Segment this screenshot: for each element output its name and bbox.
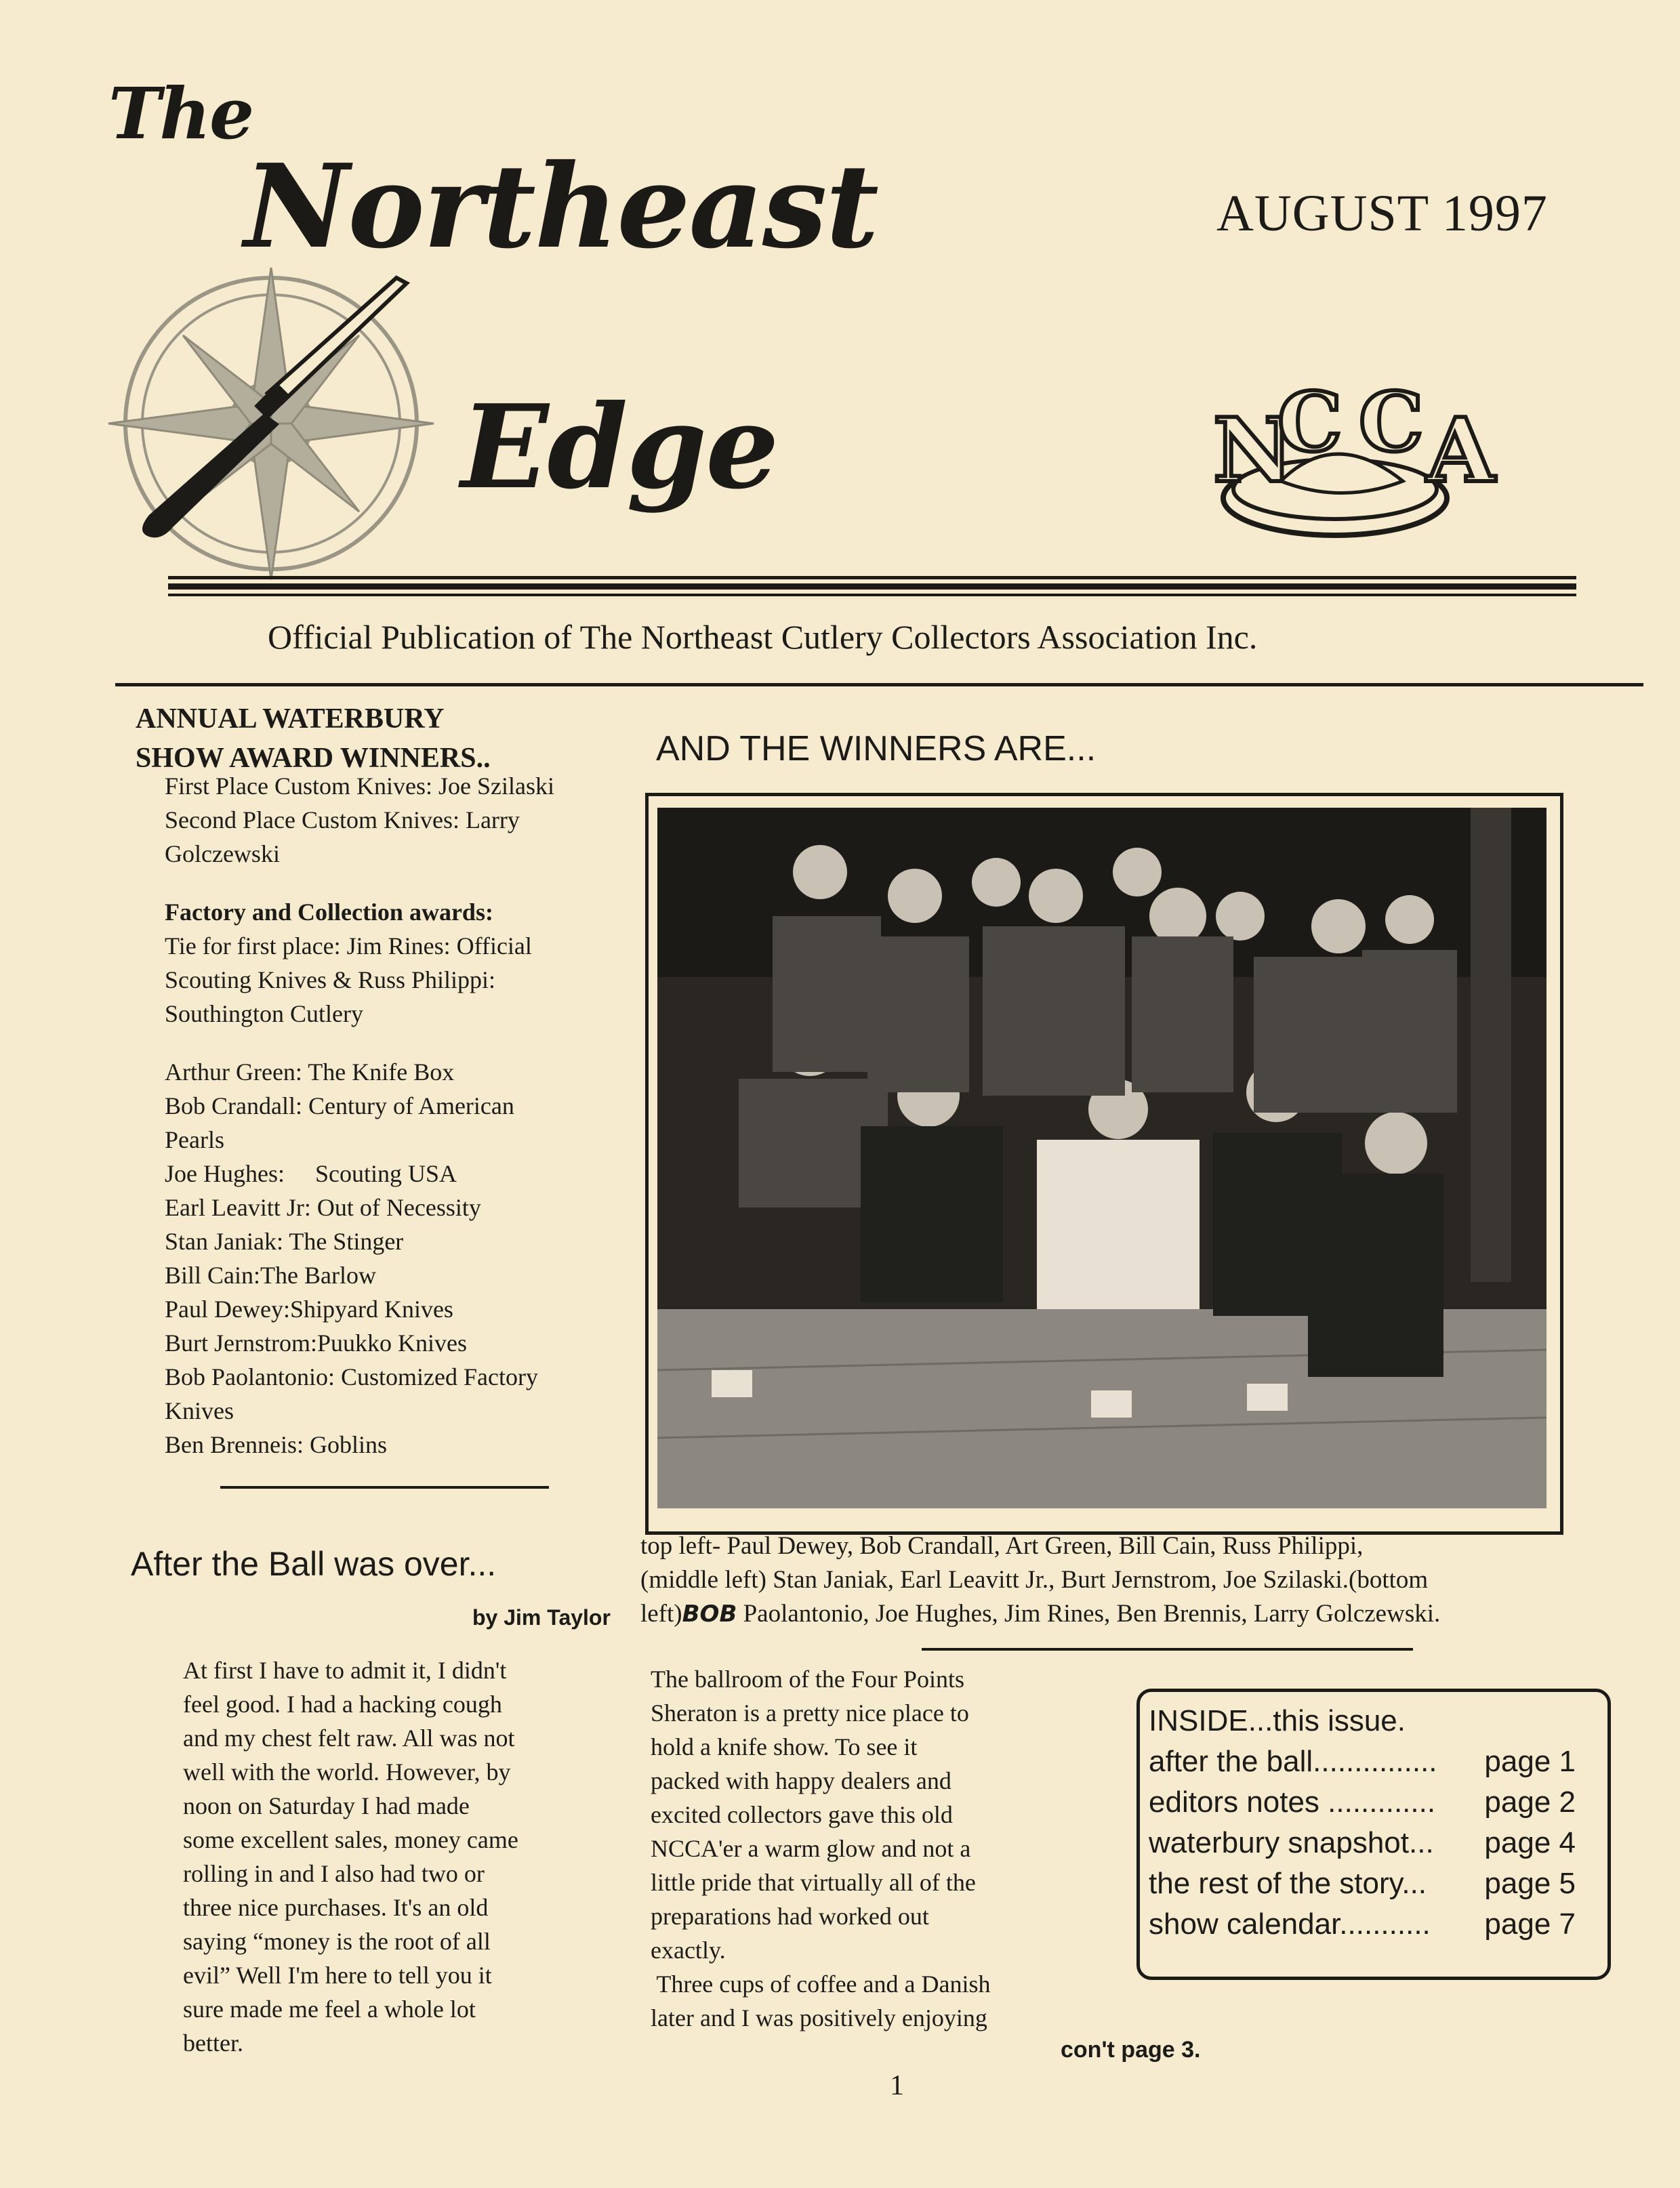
award-item: Burt Jernstrom:Puukko Knives — [165, 1329, 467, 1357]
award-item: Second Place Custom Knives: Larry — [165, 806, 520, 833]
toc-item-after-the-ball[interactable] — [1149, 1741, 1576, 1782]
awards-custom-list — [165, 769, 639, 1462]
article-line: later and I was positively enjoying — [651, 2004, 987, 2031]
awards-heading-line1: ANNUAL WATERBURY — [136, 703, 445, 735]
article-line: excited collectors gave this old — [651, 1801, 953, 1828]
article-line: exactly. — [651, 1937, 726, 1964]
toc-label: editors notes ............. — [1149, 1786, 1436, 1819]
article-line: preparations had worked out — [651, 1903, 929, 1930]
award-item: Stan Janiak: The Stinger — [165, 1228, 404, 1255]
group-photo-image — [657, 808, 1546, 1508]
publication-subtitle: Official Publication of The Northeast Cutlery Collectors Association Inc. — [268, 618, 1258, 656]
article-line: feel good. I had a hacking cough — [183, 1691, 502, 1718]
caption-line: (middle left) Stan Janiak, Earl Leavitt Jr., Burt Jernstrom, Joe Szilaski.(bottom — [640, 1566, 1429, 1594]
article-title: After the Ball was over... — [131, 1545, 497, 1583]
factory-heading: Factory and Collection awards: — [165, 899, 493, 926]
article-line: better. — [183, 2029, 243, 2057]
issue-date: AUGUST 1997 — [1216, 185, 1548, 242]
article-line: and my chest felt raw. All was not — [183, 1725, 515, 1752]
article-line: NCCA'er a warm glow and not a — [651, 1835, 971, 1862]
caption-line: left) — [640, 1600, 682, 1628]
toc-page: page 1 — [1484, 1745, 1576, 1778]
award-item: Arthur Green: The Knife Box — [165, 1058, 455, 1086]
winners-photo — [657, 808, 1546, 1508]
toc-page: page 2 — [1484, 1786, 1576, 1819]
award-item: Joe Hughes: Scouting USA — [165, 1160, 457, 1187]
toc-item-editors-notes[interactable] — [1149, 1782, 1576, 1823]
award-item: Bob Paolantonio: Customized Factory — [165, 1363, 538, 1390]
caption-rule — [922, 1648, 1413, 1651]
masthead-the: The — [108, 72, 253, 155]
article-line: At first I have to admit it, I didn't — [183, 1657, 507, 1684]
award-item: Knives — [165, 1397, 234, 1424]
subtitle-rule — [115, 683, 1643, 686]
winners-heading: AND THE WINNERS ARE... — [656, 729, 1097, 768]
handwritten-bob: BOB — [682, 1601, 737, 1628]
masthead-rule-top — [168, 576, 1576, 579]
knife-icon — [129, 271, 413, 556]
toc-item-rest-of-the-story[interactable] — [1149, 1863, 1576, 1904]
award-item: Ben Brenneis: Goblins — [165, 1431, 387, 1458]
toc-label: the rest of the story... — [1149, 1867, 1427, 1900]
page-number: 1 — [890, 2070, 904, 2101]
caption-line-3 — [640, 1597, 1440, 1631]
article-line: packed with happy dealers and — [651, 1767, 951, 1794]
ncca-logo — [1200, 379, 1511, 542]
toc-item-show-calendar[interactable] — [1149, 1904, 1576, 1945]
award-item: Paul Dewey:Shipyard Knives — [165, 1296, 453, 1323]
inside-heading: INSIDE...this issue. — [1149, 1704, 1406, 1737]
award-item: Golczewski — [165, 840, 280, 867]
award-item: First Place Custom Knives: Joe Szilaski — [165, 772, 554, 800]
caption-line: Paolantonio, Joe Hughes, Jim Rines, Ben Brennis, Larry Golczewski. — [743, 1600, 1441, 1628]
awards-rule — [220, 1486, 549, 1489]
award-item: Earl Leavitt Jr: Out of Necessity — [165, 1194, 481, 1221]
awards-heading-line2: SHOW AWARD WINNERS.. — [136, 743, 491, 774]
svg-text:A: A — [1427, 398, 1495, 502]
inside-contents — [1149, 1701, 1576, 1945]
article-line: saying “money is the root of all — [183, 1928, 491, 1955]
svg-text:C: C — [1277, 379, 1343, 470]
award-item: Southington Cutlery — [165, 1000, 364, 1027]
article-line: sure made me feel a whole lot — [183, 1996, 476, 2023]
article-line: Sheraton is a pretty nice place to — [651, 1699, 969, 1727]
toc-label: after the ball............... — [1149, 1745, 1437, 1778]
article-line: rolling in and I also had two or — [183, 1860, 485, 1887]
caption-line: top left- Paul Dewey, Bob Crandall, Art Green, Bill Cain, Russ Philippi, — [640, 1532, 1364, 1560]
article-column-1 — [183, 1653, 630, 2060]
toc-item-waterbury-snapshot[interactable] — [1149, 1823, 1576, 1863]
award-item: Bill Cain:The Barlow — [165, 1262, 376, 1289]
toc-label: show calendar........... — [1149, 1907, 1431, 1941]
award-item: Scouting Knives & Russ Philippi: — [165, 966, 496, 993]
article-line: evil” Well I'm here to tell you it — [183, 1962, 492, 1989]
toc-label: waterbury snapshot... — [1149, 1826, 1434, 1859]
article-line: three nice purchases. It's an old — [183, 1894, 489, 1921]
toc-page: page 4 — [1484, 1826, 1576, 1859]
article-line: noon on Saturday I had made — [183, 1792, 470, 1819]
masthead-edge: Edge — [461, 379, 778, 515]
award-item: Pearls — [165, 1126, 224, 1153]
article-line: The ballroom of the Four Points — [651, 1666, 964, 1693]
article-line: some excellent sales, money came — [183, 1826, 518, 1853]
svg-text:N: N — [1213, 398, 1294, 502]
masthead-rule-thick — [168, 583, 1576, 590]
continued-note: con't page 3. — [1061, 2037, 1201, 2063]
masthead-rule-bottom — [168, 594, 1576, 596]
photo-caption — [640, 1529, 1440, 1631]
award-item: Tie for first place: Jim Rines: Official — [165, 932, 532, 959]
awards-heading — [136, 699, 491, 778]
masthead-northeast: Northeast — [244, 139, 878, 274]
article-line: little pride that virtually all of the — [651, 1869, 976, 1896]
toc-page: page 5 — [1484, 1867, 1576, 1900]
article-line: hold a knife show. To see it — [651, 1733, 918, 1760]
award-item: Bob Crandall: Century of American — [165, 1092, 514, 1119]
article-column-2 — [651, 1662, 1125, 2035]
toc-page: page 7 — [1484, 1907, 1576, 1941]
article-line: well with the world. However, by — [183, 1758, 511, 1786]
svg-text:C: C — [1359, 379, 1424, 470]
article-line: Three cups of coffee and a Danish — [651, 1970, 991, 1998]
article-byline: by Jim Taylor — [472, 1605, 611, 1630]
